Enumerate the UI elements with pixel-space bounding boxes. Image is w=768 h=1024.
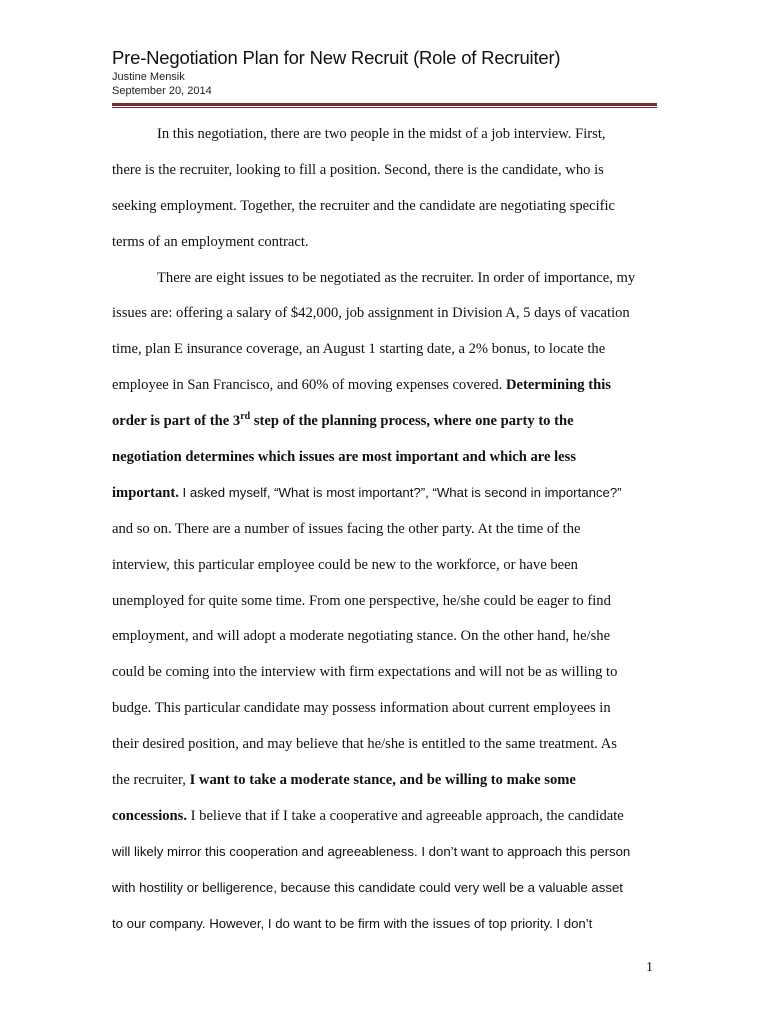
author-name: Justine Mensik (112, 71, 185, 83)
paragraph-line (112, 696, 657, 732)
superscript: rd (240, 411, 251, 423)
paragraph-line (112, 122, 657, 158)
text-run: could be coming into the interview with firm expectations and will not be as willing to (112, 664, 618, 681)
paragraph-line (112, 804, 657, 840)
bold-text-run: concessions. (112, 807, 187, 824)
bold-text-run: I want to take a moderate stance, and be willing to make some (189, 772, 576, 789)
paragraph-line (112, 194, 657, 230)
text-run: the recruiter, (112, 772, 190, 789)
text-run: terms of an employment contract. (112, 233, 309, 250)
text-run: I believe that if I take a cooperative and agreeable approach, the candidate (187, 807, 624, 824)
paragraph-line (112, 266, 657, 302)
paragraph-line (112, 445, 657, 481)
bold-text-run: step of the planning process, where one party to the (250, 413, 574, 430)
text-run: there is the recruiter, looking to fill a position. Second, there is the candidate, who is (112, 161, 604, 178)
paragraph-line (112, 301, 657, 337)
text-run: There are eight issues to be negotiated as the recruiter. In order of importance, my (157, 269, 636, 286)
text-run: seeking employment. Together, the recruiter and the candidate are negotiating specific (112, 197, 616, 214)
bold-text-run: order is part of the 3 (112, 413, 241, 430)
page-number: 1 (646, 960, 653, 975)
document-title: Pre-Negotiation Plan for New Recruit (Role of Recruiter) (112, 47, 561, 68)
bold-text-run: Determining this (505, 377, 611, 394)
paragraph-line (112, 409, 657, 445)
text-run: budge. This particular candidate may possess information about current employees in (112, 700, 611, 717)
paragraph-line (112, 876, 657, 912)
text-run: I asked myself, “What is most important?”, “What is second in importance?” (178, 484, 622, 500)
bold-text-run: important. (112, 484, 179, 501)
text-run: issues are: offering a salary of $42,000, job assignment in Division A, 5 days of vacation (112, 305, 630, 322)
paragraph-line (112, 624, 657, 660)
text-run: with hostility or belligerence, because this candidate could very well be a valuable asset (112, 879, 623, 895)
paragraph-line (112, 517, 657, 553)
paragraph-line (112, 912, 657, 948)
text-run: unemployed for quite some time. From one perspective, he/she could be eager to find (112, 592, 611, 609)
text-run: will likely mirror this cooperation and agreeableness. I don’t want to approach this person (112, 843, 631, 859)
text-run: In this negotiation, there are two people in the midst of a job interview. First, (157, 126, 606, 142)
text-run: employee in San Francisco, and 60% of moving expenses covered. (112, 377, 506, 394)
text-run: employment, and will adopt a moderate negotiating stance. On the other hand, he/she (112, 628, 611, 645)
text-run: to our company. However, I do want to be firm with the issues of top priority. I don’t (112, 915, 593, 931)
document-header (112, 46, 657, 98)
paragraph-line (112, 337, 657, 373)
paragraph-line (112, 230, 657, 266)
paragraph-line (112, 660, 657, 696)
paragraph-line (112, 481, 657, 517)
header-rule-thick (112, 103, 657, 106)
text-run: time, plan E insurance coverage, an August 1 starting date, a 2% bonus, to locate the (112, 341, 606, 358)
paragraph-line (112, 768, 657, 804)
paragraph-line (112, 732, 657, 768)
text-run: interview, this particular employee could be new to the workforce, or have been (112, 556, 578, 573)
paragraph-line (112, 840, 657, 876)
header-rule-thin (112, 107, 657, 108)
paragraph-line (112, 158, 657, 194)
document-date: September 20, 2014 (112, 85, 212, 97)
text-run: their desired position, and may believe that he/she is entitled to the same treatment. As (112, 736, 617, 753)
paragraph-line (112, 553, 657, 589)
text-run: and so on. There are a number of issues facing the other party. At the time of the (112, 520, 581, 537)
paragraph-line (112, 373, 657, 409)
bold-text-run: negotiation determines which issues are most important and which are less (112, 449, 577, 466)
paragraph-line (112, 589, 657, 625)
document-body (112, 122, 657, 947)
